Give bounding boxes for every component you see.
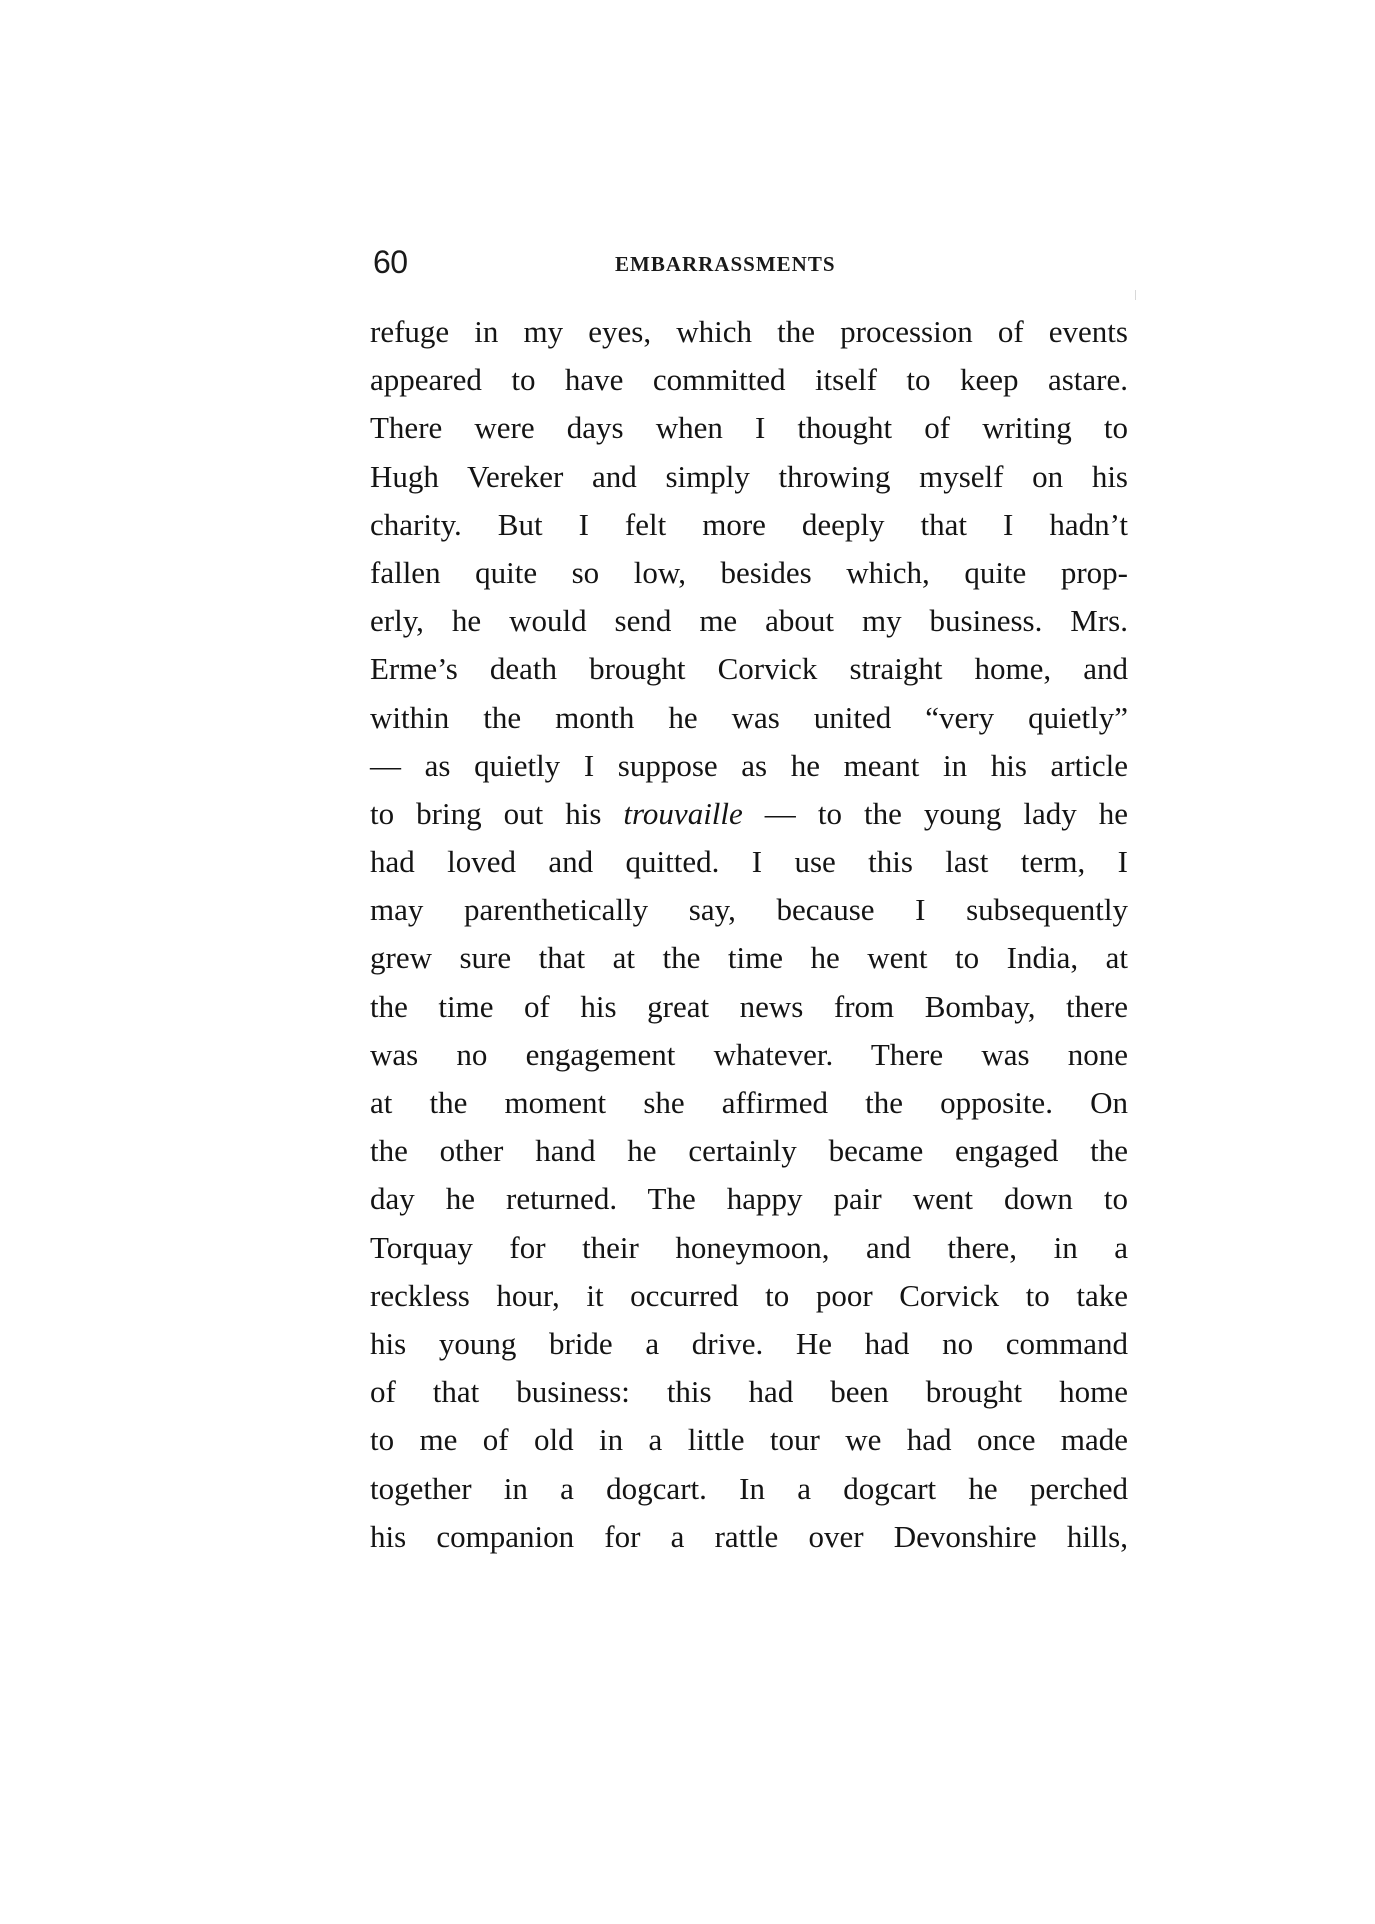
text-line: had loved and quitted. I use this last term, I	[370, 844, 1128, 880]
text-line: his companion for a rattle over Devonshire hills,	[370, 1518, 1128, 1554]
body-text	[370, 308, 1128, 1561]
text-line: refuge in my eyes, which the procession of events	[370, 314, 1128, 349]
text-line: was no engagement whatever. There was none	[370, 1036, 1128, 1072]
text-line: the time of his great news from Bombay, there	[370, 988, 1128, 1024]
scan-mark	[1135, 290, 1136, 300]
text-line: erly, he would send me about my business. Mrs.	[370, 603, 1128, 639]
text-line: Erme’s death brought Corvick straight home, and	[370, 651, 1128, 687]
page-number: 60	[373, 244, 408, 280]
text-line-with-italic	[370, 790, 1128, 838]
text-line: — as quietly I suppose as he meant in his article	[370, 747, 1128, 783]
italic-word: trouvaille	[623, 795, 743, 831]
text-line: Torquay for their honeymoon, and there, in a	[370, 1229, 1128, 1265]
text-line: reckless hour, it occurred to poor Corvick to take	[370, 1277, 1128, 1313]
text-line: appeared to have committed itself to keep astare.	[370, 362, 1128, 398]
text-line: to me of old in a little tour we had once made	[370, 1422, 1128, 1458]
text-fragment: to bring out his	[370, 795, 624, 831]
text-line: fallen quite so low, besides which, quite prop-	[370, 554, 1128, 590]
text-line: the other hand he certainly became engaged the	[370, 1133, 1128, 1169]
text-line: charity. But I felt more deeply that I hadn’t	[370, 506, 1128, 542]
text-line: at the moment she affirmed the opposite. On	[370, 1085, 1128, 1120]
text-line: day he returned. The happy pair went down to	[370, 1181, 1128, 1217]
text-line: his young bride a drive. He had no command	[370, 1325, 1128, 1361]
text-line: may parenthetically say, because I subsequently	[370, 892, 1128, 928]
text-line: together in a dogcart. In a dogcart he perched	[370, 1470, 1128, 1506]
text-line: Hugh Vereker and simply throwing myself on his	[370, 458, 1128, 494]
text-fragment: — to the young lady he	[742, 795, 1128, 831]
running-title: EMBARRASSMENTS	[615, 252, 836, 276]
text-line: of that business: this had been brought home	[370, 1374, 1128, 1410]
text-line: grew sure that at the time he went to India, at	[370, 940, 1128, 976]
text-line: There were days when I thought of writing to	[370, 410, 1128, 446]
text-line: within the month he was united “very quietly”	[370, 699, 1128, 735]
running-head	[373, 244, 1133, 284]
